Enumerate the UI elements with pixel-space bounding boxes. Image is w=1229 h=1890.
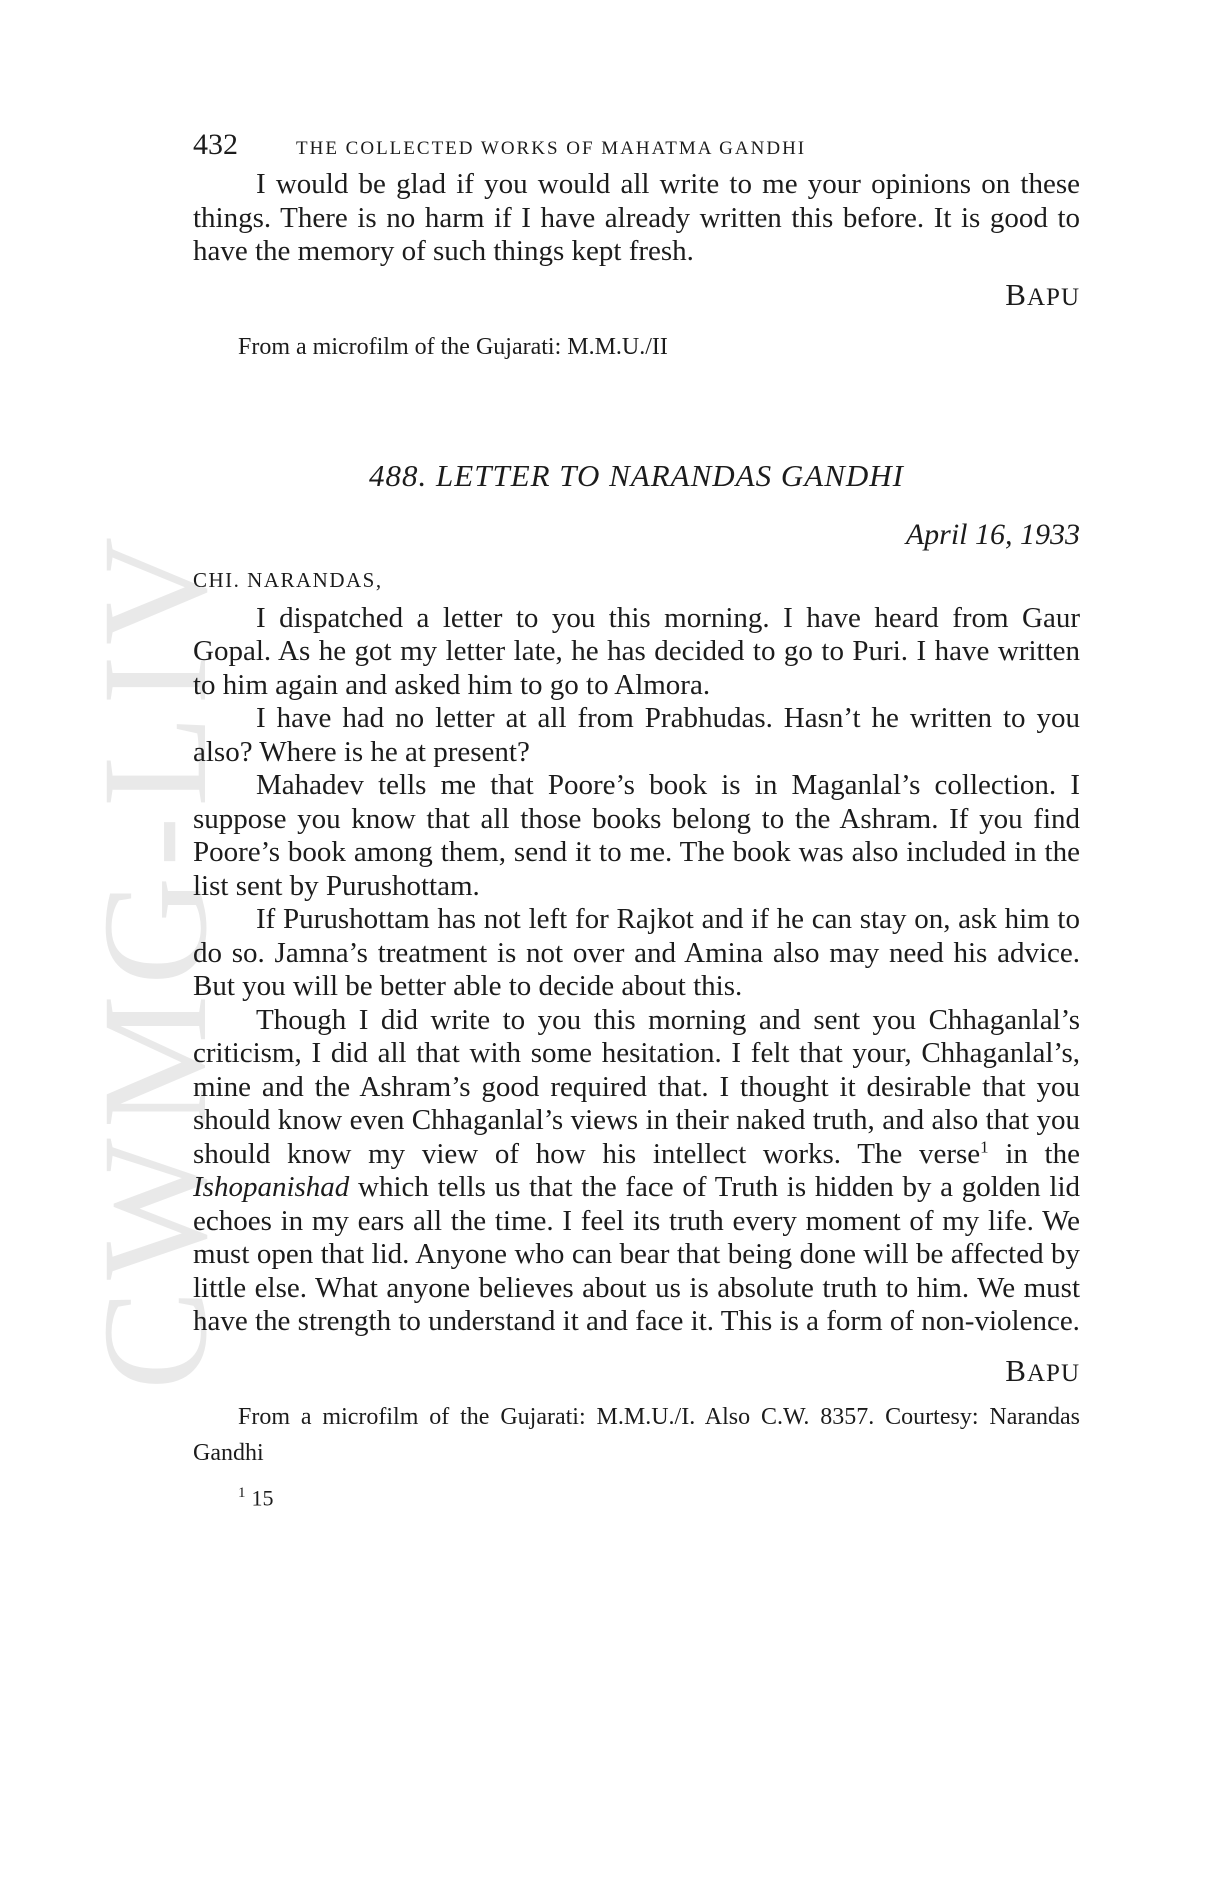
previous-letter-signature: BAPU [1005, 276, 1080, 312]
document-page [193, 128, 1080, 1511]
letter-paragraph-1: I dispatched a letter to you this morning. I have heard from Gaur Gopal. As he got my letter late, he has decided to go to Puri. I have written to him again and asked him to go to Almora. [193, 601, 1080, 701]
previous-letter-paragraph: I would be glad if you would all write to me your opinions on these things. There is no harm if I have already written this before. It is good to have the memory of such things kept fresh. [193, 168, 1080, 267]
letter-paragraph-4: If Purushottam has not left for Rajkot and if he can stay on, ask him to do so. Jamna’s treatment is not over and Amina also may need his advice. But you will be better able to decide about this. [193, 903, 1080, 1002]
footnote-marker: 1 [238, 1484, 246, 1501]
paragraph-5-text-b: in the [988, 1137, 1080, 1170]
salutation: CHI. NARANDAS, [193, 567, 383, 592]
letter-source: From a microfilm of the Gujarati: M.M.U./I. Also C.W. 8357. Courtesy: Narandas Gandhi [193, 1403, 1080, 1466]
footnote [193, 1485, 1080, 1511]
work-title: Ishopanishad [193, 1171, 350, 1203]
previous-letter-source: From a microfilm of the Gujarati: M.M.U./II [238, 333, 668, 360]
letter-paragraph-2: I have had no letter at all from Prabhudas. Hasn’t he written to you also? Where is he at present? [193, 702, 1080, 768]
footnote-reference[interactable]: 1 [980, 1136, 989, 1156]
letter-date: April 16, 1933 [905, 517, 1080, 551]
letter-signature: BAPU [1005, 1352, 1080, 1388]
letter-paragraph-5 [193, 1004, 1080, 1339]
running-head [193, 128, 1080, 168]
letter-heading: 488. LETTER TO NARANDAS GANDHI [369, 457, 904, 493]
watermark: CWMG-LIV [72, 526, 238, 1390]
page-number: 432 [193, 128, 238, 161]
paragraph-5-text-c: which tells us that the face of Truth is hidden by a golden lid echoes in my ears all the time. I feel its truth every moment of my life. We must open that lid. Anyone who can bear that being done will be affected by little else. What anyone believes about us is absolute truth to him. We must have the strength to understand it and face it. This is a form of non-violence. [193, 1171, 1080, 1337]
paragraph-5-text-a: Though I did write to you this morning and sent you Chhaganlal’s criticism, I did all that with some hesitation. I felt that your, Chhaganlal’s, mine and the Ashram’s good required that. I thought it desirable that you should know even Chhaganlal’s views in their naked truth, and also that you should know my view of how his intellect works. The verse [193, 1003, 1080, 1170]
letter-paragraph-3: Mahadev tells me that Poore’s book is in Maganlal’s collection. I suppose you know that all those books belong to the Ashram. If you find Poore’s book among them, send it to me. The book was also included in the list sent by Purushottam. [193, 769, 1080, 902]
footnote-text: 15 [251, 1484, 274, 1510]
book-title: THE COLLECTED WORKS OF MAHATMA GANDHI [296, 138, 807, 159]
